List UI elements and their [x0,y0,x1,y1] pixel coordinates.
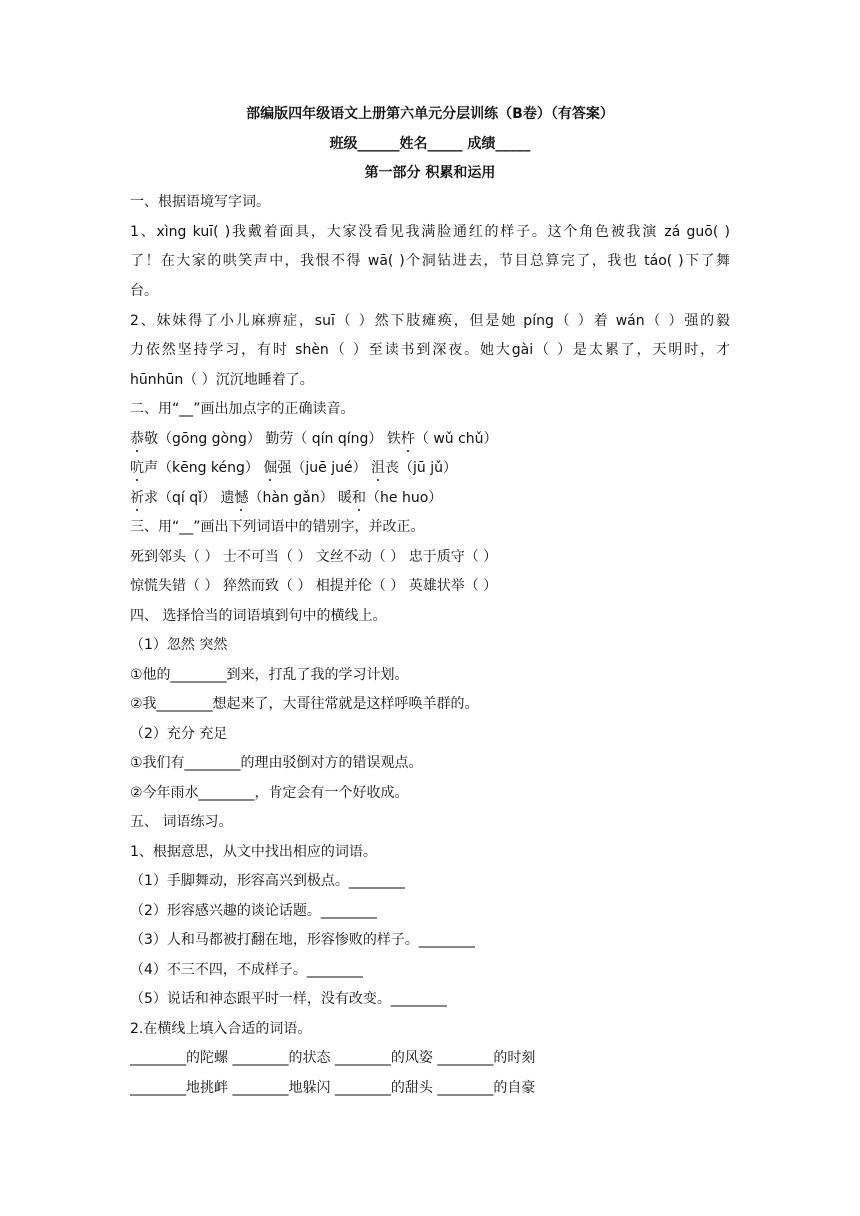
q1-line3: 台。 [130,283,158,299]
q2-line1: 2、妹妹得了小儿麻痹症，suī（ ）然下肢瘫痪，但是她 píng（ ）着 wán（ ）强的毅 [130,313,730,329]
fill-row-1: ________的陀螺 ________的状态 ________的风姿 ________的时刻 [130,1050,536,1066]
q5-1-prompt: 1、根据意思，从文中找出相应的词语。 [130,844,377,860]
section4-heading: 四、 选择恰当的词语填到句中的横线上。 [130,608,387,624]
dotted-char: 杵 [400,431,415,447]
meaning-item: （2）形容感兴趣的谈论话题。________ [130,903,377,919]
pinyin-text: （he huo） [366,490,443,506]
section3-heading: 三、用“__”画出下列词语中的错别字，并改正。 [130,519,425,535]
pinyin-text: 丧（jū jǔ） [385,460,458,476]
q1-line2: 了！在大家的哄笑声中，我恨不得 wā( )个洞钻进去，节目总算完了，我也 táo( )下了舞 [130,253,730,269]
pinyin-text: （ wǔ chǔ） [414,431,498,447]
word-choice-group1: （1）忽然 突然 [130,637,228,653]
dotted-char: 和 [352,490,367,506]
sentence-2-2: ②今年雨水________，肯定会有一个好收成。 [130,785,409,801]
pinyin-row-1 [130,430,730,448]
typo-row-2: 惊慌失错（ ） 猝然而致（ ） 相提并伦（ ） 英雄状举（ ） [130,578,498,594]
q2-line2: 力依然坚持学习，有时 shèn（ ）至读书到深夜。她大gài（ ）是太累了，天明时，才 [130,342,730,358]
q1-line1: 1、xìng kuī( )我戴着面具，大家没看见我满脸通红的样子。这个角色被我演 zá guō( ) [130,224,730,240]
pinyin-text: （hàn gǎn） 暖 [248,490,353,506]
sentence-1-2: ②我________想起来了，大哥往常就是这样呼唤羊群的。 [130,696,479,712]
dotted-char: 祈 [130,490,144,506]
pinyin-row-3 [130,489,730,507]
dotted-char: 沮 [371,460,386,476]
meaning-item: （4）不三不四，不成样子。________ [130,962,363,978]
sentence-1-1: ①他的________到来，打乱了我的学习计划。 [130,667,409,683]
dotted-char: 恭 [130,431,144,447]
section5-heading: 五、 词语练习。 [130,814,233,830]
pinyin-text: 强（juē jué） [277,460,372,476]
dotted-char: 憾 [234,490,249,506]
meaning-item: （1）手脚舞动，形容高兴到极点。________ [130,873,405,889]
typo-row-1: 死到邻头（ ） 士不可当（ ） 文丝不动（ ） 忠于质守（ ） [130,549,498,565]
sentence-2-1: ①我们有________的理由驳倒对方的错误观点。 [130,755,423,771]
pinyin-row-2 [130,459,730,477]
word-choice-group2: （2）充分 充足 [130,726,228,742]
part-title: 第一部分 积累和运用 [364,165,496,181]
fill-row-2: ________地挑衅 ________地躲闪 ________的甜头 ________的自豪 [130,1080,536,1096]
student-info-line: 班级______姓名_____ 成绩_____ [329,136,531,152]
pinyin-text: 敬（gōng gòng） 勤劳（ qín qíng） 铁 [144,431,401,447]
pinyin-text: 求（qí qǐ） 遗 [144,490,235,506]
q2-line3: hūnhūn（ ）沉沉地睡着了。 [130,372,314,388]
section1-heading: 一、根据语境写字词。 [130,194,270,210]
document-title: 部编版四年级语文上册第六单元分层训练（B卷）（有答案） [246,106,614,122]
meaning-item: （5）说话和神态跟平时一样，没有改变。________ [130,991,447,1007]
q5-2-prompt: 2.在横线上填入合适的词语。 [130,1021,312,1037]
dotted-char: 倔 [263,460,278,476]
dotted-char: 吭 [130,460,144,476]
pinyin-text: 声（kēng kéng） [144,460,264,476]
meaning-item: （3）人和马都被打翻在地，形容惨败的样子。________ [130,932,475,948]
section2-heading: 二、用“__”画出加点字的正确读音。 [130,401,355,417]
